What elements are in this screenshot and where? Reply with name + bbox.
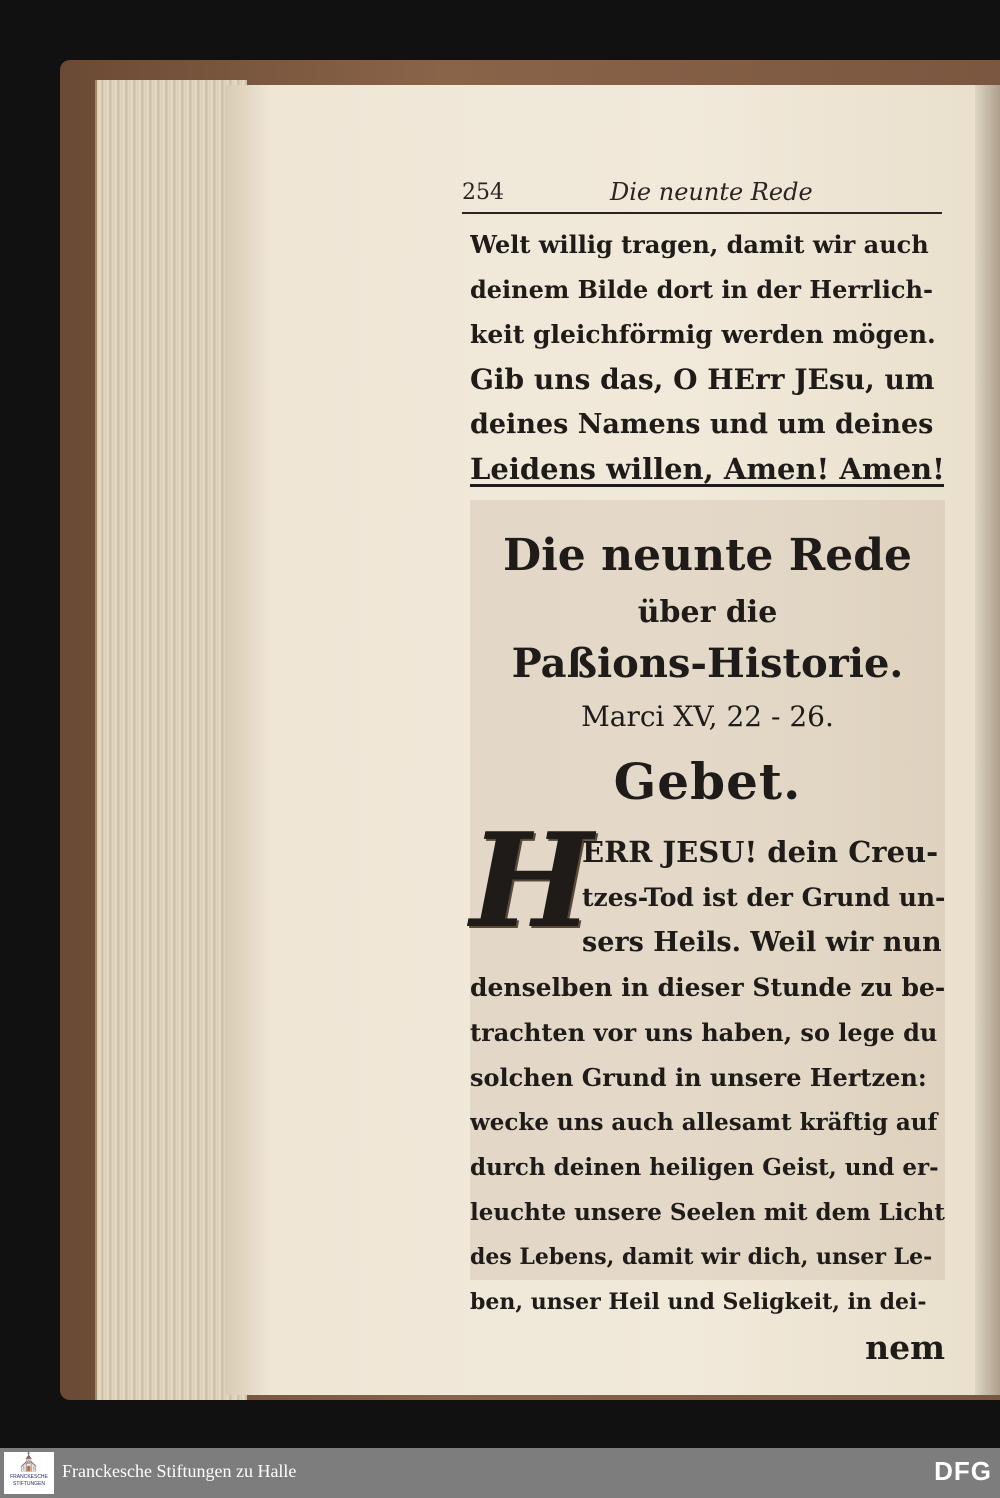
section-subtitle-2: Paßions-Historie. [511,640,904,687]
institution-logo[interactable] [4,1452,54,1494]
text-line: durch deinen heiligen Geist, und er- [470,1154,939,1181]
page-header [462,178,942,214]
text-line: keit gleichförmig werden mögen. [470,320,936,349]
text-line: Gib uns das, O HErr JEsu, um [470,363,935,396]
text-line: wecke uns auch allesamt kräftig auf [470,1109,938,1136]
viewer-footer [0,1448,1000,1498]
text-line: sers Heils. Weil wir nun [582,927,942,958]
scripture-reference: Marci XV, 22 - 26. [581,700,834,733]
prayer-heading: Gebet. [613,752,802,811]
dfg-logo[interactable]: DFG [934,1456,992,1486]
institution-name[interactable]: Franckesche Stiftungen zu Halle [62,1461,297,1481]
text-line: denselben in dieser Stunde zu be- [470,973,945,1002]
text-line: Leidens willen, Amen! Amen! [470,452,945,486]
section-subtitle: über die [637,595,778,630]
text-line: trachten vor uns haben, so lege du [470,1018,938,1047]
closing-text [470,222,945,492]
logo-text: FRANCKESCHE STIFTUNGEN [10,1474,48,1487]
text-line: deines Namens und um deines [470,409,934,440]
section-title: Die neunte Rede [502,530,913,581]
text-line: leuchte unsere Seelen mit dem Licht [470,1199,945,1226]
page-gutter [975,85,1000,1395]
running-head: Die neunte Rede [610,178,813,206]
text-line: ERR JESU! dein Creu- [582,835,939,869]
decorated-initial: H [470,804,593,957]
text-line: Welt willig tragen, damit wir auch [470,230,929,259]
prayer-text [470,830,945,1370]
text-line: deinem Bilde dort in der Herrlich- [470,275,933,304]
text-line: ben, unser Heil und Seligkeit, in dei- [470,1289,927,1315]
page-number: 254 [462,180,504,205]
text-line: des Lebens, damit wir dich, unser Le- [470,1244,933,1270]
section-rule [470,484,944,487]
catchword: nem [865,1328,945,1367]
building-icon: ⛪ [17,1452,41,1473]
text-line: tzes-Tod ist der Grund un- [582,883,945,912]
text-line: solchen Grund in unsere Hertzen: [470,1063,927,1092]
